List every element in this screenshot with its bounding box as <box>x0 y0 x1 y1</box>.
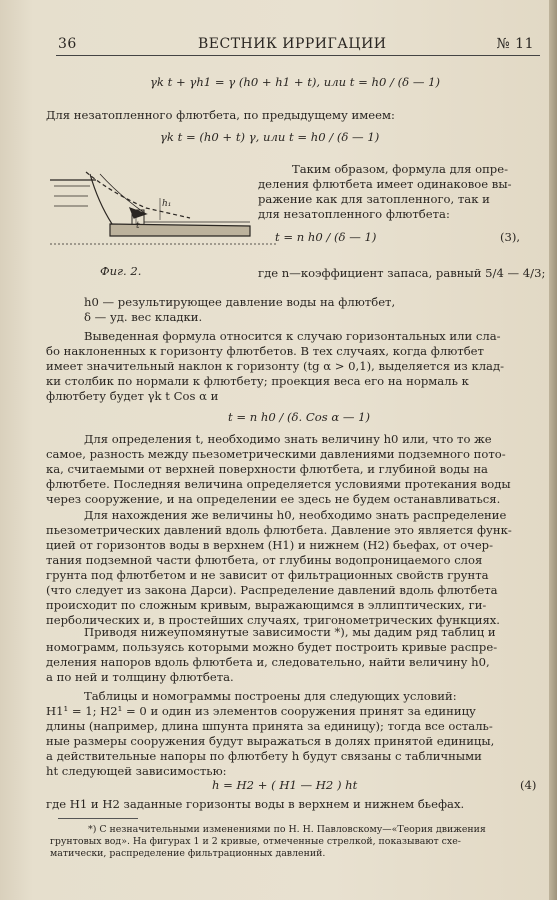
issue-number: № 11 <box>496 36 534 52</box>
para3-line-5: грунта под флютбетом и не зависит от фильтрационных свойств грунта <box>46 568 489 582</box>
equation-3-number: (3), <box>500 230 521 244</box>
para3-line-7: происходит по сложным кривым, выражающимся в эллиптических, ги- <box>46 598 487 612</box>
equation-5: h = H2 + ( H1 — H2 ) ht <box>212 778 358 792</box>
definition-h0: h0 — результирующее давление воды на флютбет, <box>84 295 396 309</box>
para5-line-6: ht следующей зависимостью: <box>46 764 227 778</box>
right-text-1: Таким образом, формула для опре- <box>292 162 508 176</box>
page-number: 36 <box>58 36 77 52</box>
para2-line-5: через сооружение, и на определении ее здесь не будем останавливаться. <box>46 492 501 506</box>
where-line: где H1 и H2 заданные горизонты воды в верхнем и нижнем бьефах. <box>46 797 465 811</box>
para2-line-2: самое, разность между пьезометрическими давлениями подземного пото- <box>46 447 506 461</box>
header-rule <box>56 55 540 56</box>
equation-5-number: (4) <box>520 778 537 792</box>
para2-line-3: ка, считаемыми от верхней поверхности флютбета, и глубиной воды на <box>46 462 488 476</box>
para1-line-1: Выведенная формула относится к случаю горизонтальных или сла- <box>84 329 501 343</box>
para1-line-5: флютбету будет γk t Cos α и <box>46 389 219 403</box>
para4-line-1: Приводя нижеупомянутые зависимости *), мы дадим ряд таблиц и <box>84 625 496 639</box>
footnote-line-2: грунтовых вод». На фигурах 1 и 2 кривые, отмеченные стрелкой, показывают схе- <box>50 836 461 847</box>
h1-label: h₁ <box>162 199 172 209</box>
equation-3: t = n h0 / (δ — 1) <box>275 230 377 244</box>
figure-2-diagram <box>50 162 278 260</box>
footnote-rule <box>58 818 138 819</box>
para2-line-1: Для определения t, необходимо знать величину h0 или, что то же <box>84 432 492 446</box>
right-text-2: деления флютбета имеет одинаковое вы- <box>258 177 512 191</box>
running-header <box>58 36 538 56</box>
para3-line-4: тания подземной части флютбета, от глубины водопроницаемого слоя <box>46 553 483 567</box>
right-text-4: для незатопленного флютбета: <box>258 207 450 221</box>
para5-line-1: Таблицы и номограммы построены для следующих условий: <box>84 689 457 703</box>
dam-profile <box>90 174 132 228</box>
equation-4: t = n h0 / (δ. Cos α — 1) <box>228 410 371 424</box>
para2-line-4: флютбете. Последняя величина определяется условиями протекания воды <box>46 477 511 491</box>
para4-line-2: номограмм, пользуясь которыми можно будет построить кривые распре- <box>46 640 498 654</box>
footnote-line-1: *) С незначительными изменениями по Н. Н. Павловскому—«Теория движения <box>88 824 486 835</box>
para5-line-4: ные размеры сооружения будут выражаться в долях принятой единицы, <box>46 734 495 748</box>
para1-line-2: бо наклоненных к горизонту флютбетов. В тех случаях, когда флютбет <box>46 344 484 358</box>
footnote-line-3: матически, распределение фильтрационных давлений. <box>50 848 326 859</box>
figure-caption: Фиг. 2. <box>100 264 142 278</box>
right-text-3: ражение как для затопленного, так и <box>258 192 490 206</box>
page-edge <box>549 0 557 900</box>
journal-title: ВЕСТНИК ИРРИГАЦИИ <box>198 36 387 52</box>
para3-line-6: (что следует из закона Дарси). Распределение давлений вдоль флютбета <box>46 583 498 597</box>
para3-line-2: пьезометрических давлений вдоль флютбета. Давление это является функ- <box>46 523 512 537</box>
para3-line-8: перболических и, в простейших случаях, тригонометрических функциях. <box>46 613 500 627</box>
para5-line-3: длины (например, длина шпунта принята за единицу); тогда все осталь- <box>46 719 493 733</box>
para5-line-5: а действительные напоры по флютбету h будут связаны с табличными <box>46 749 482 763</box>
t-label: t <box>136 221 140 231</box>
definition-delta: δ — уд. вес кладки. <box>84 310 203 324</box>
para1-line-3: имеет значительный наклон к горизонту (tg α > 0,1), выделяется из клад- <box>46 359 505 373</box>
para5-line-2: H1¹ = 1; H2¹ = 0 и один из элементов сооружения принят за единицу <box>46 704 476 718</box>
untreated-line: Для незатопленного флютбета, по предыдущему имеем: <box>46 108 395 122</box>
arrow-curve <box>100 174 146 214</box>
para1-line-4: ки столбик по нормали к флютбету; проекция веса его на нормаль к <box>46 374 469 388</box>
para4-line-4: а по ней и толщину флютбета. <box>46 670 234 684</box>
equation-2: γk t = (h0 + t) γ, или t = h0 / (δ — 1) <box>160 130 380 144</box>
para4-line-3: деления напоров вдоль флютбета и, следовательно, найти величину h0, <box>46 655 490 669</box>
equation-1: γk t + γh1 = γ (h0 + h1 + t), или t = h0 / (δ — 1) <box>150 75 441 89</box>
para3-line-3: цией от горизонтов воды в верхнем (H1) и нижнем (H2) бьефах, от очер- <box>46 538 494 552</box>
apron-body <box>110 224 250 236</box>
para3-line-1: Для нахождения же величины h0, необходимо знать распределение <box>84 508 507 522</box>
coefficient-line: где n—коэффициент запаса, равный 5/4 — 4/3; <box>258 266 546 280</box>
